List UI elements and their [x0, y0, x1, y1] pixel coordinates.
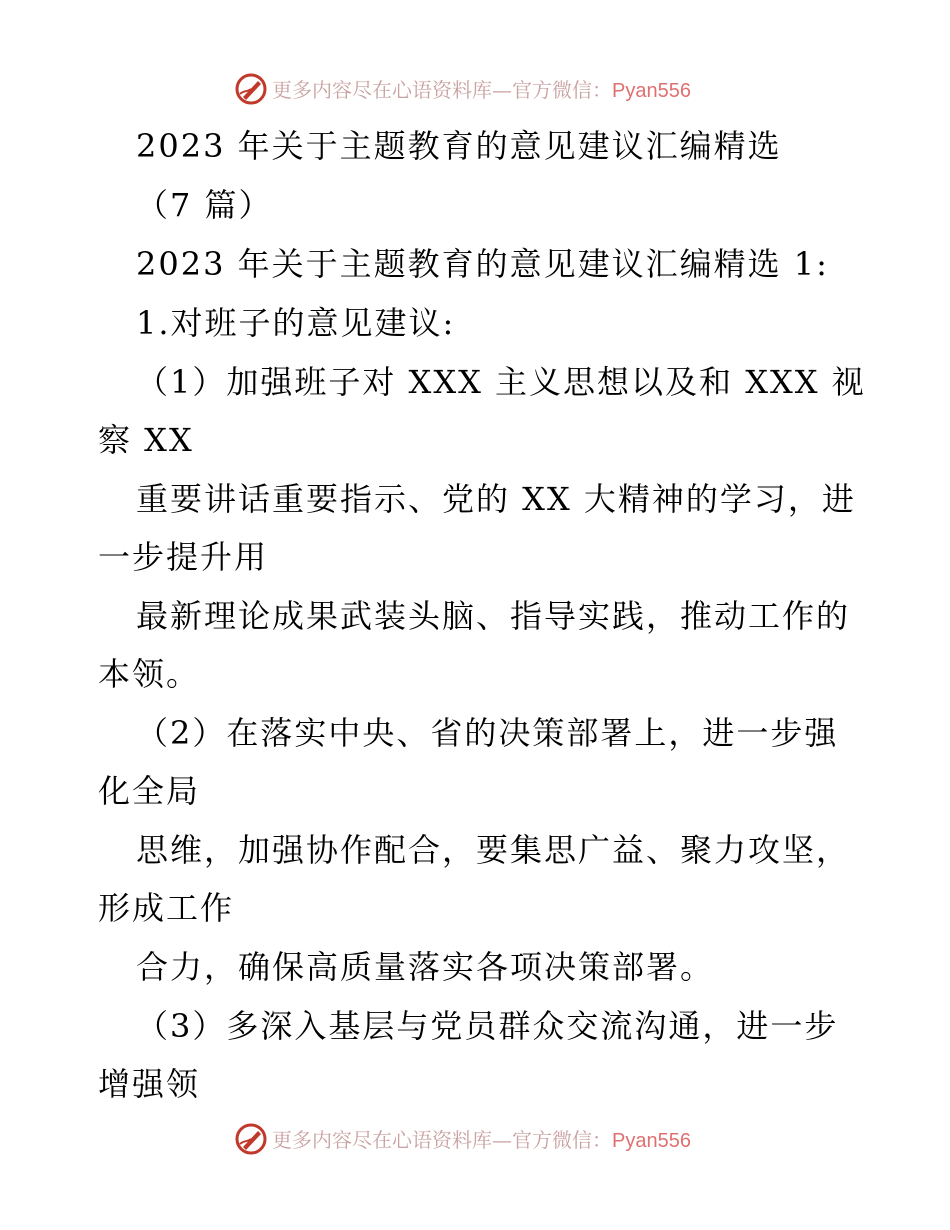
paragraph-line: 本领。 [98, 655, 201, 693]
paragraph-line: 察 XX [98, 421, 194, 459]
banner-text [272, 1126, 691, 1154]
paragraph-line: 最新理论成果武装头脑、指导实践，推动工作的 [136, 597, 851, 635]
subsection-heading: 1.对班子的意见建议: [136, 304, 456, 342]
footer-banner [0, 1120, 950, 1160]
paragraph-line: 形成工作 [98, 889, 235, 927]
banner-main-text: 更多内容尽在心语资料库 [272, 78, 492, 102]
section-heading: 2023 年关于主题教育的意见建议汇编精选 1: [136, 245, 829, 283]
paragraph-line: （3）多深入基层与党员群众交流沟通，进一步 [136, 1007, 839, 1045]
pen-logo-icon [234, 72, 268, 106]
document-title: 2023 年关于主题教育的意见建议汇编精选 [136, 127, 782, 165]
paragraph-line: 一步提升用 [98, 538, 269, 576]
banner-wechat-label: 官方微信： [512, 78, 612, 102]
pen-logo-icon [234, 1122, 268, 1156]
banner-dash: — [492, 1128, 512, 1152]
paragraph-line: 思维，加强协作配合，要集思广益、聚力攻坚， [136, 831, 851, 869]
header-banner [0, 70, 950, 110]
paragraph-line: 重要讲话重要指示、党的 XX 大精神的学习，进 [136, 480, 856, 518]
paragraph-line: 增强领 [98, 1065, 201, 1103]
banner-text [272, 76, 691, 104]
banner-dash: — [492, 78, 512, 102]
paragraph-line: （2）在落实中央、省的决策部署上，进一步强 [136, 714, 839, 752]
document-subtitle: （7 篇） [136, 186, 273, 224]
paragraph-line: （1）加强班子对 XXX 主义思想以及和 XXX 视 [136, 363, 866, 401]
banner-wechat-id: Pyan556 [612, 1130, 691, 1152]
banner-wechat-label: 官方微信： [512, 1128, 612, 1152]
paragraph-line: 合力，确保高质量落实各项决策部署。 [136, 948, 715, 986]
paragraph-line: 化全局 [98, 772, 201, 810]
banner-wechat-id: Pyan556 [612, 80, 691, 102]
banner-main-text: 更多内容尽在心语资料库 [272, 1128, 492, 1152]
